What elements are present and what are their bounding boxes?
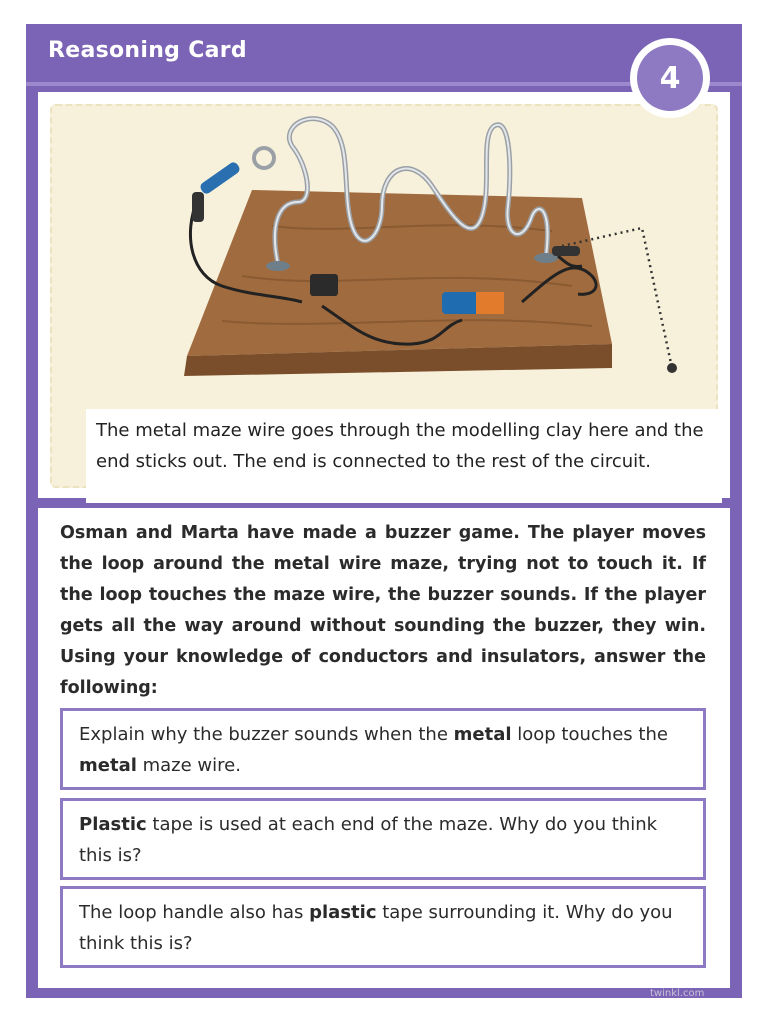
question-1-text-c: maze wire. (136, 755, 241, 776)
battery-terminal (476, 292, 504, 314)
crocodile-clip-left (192, 192, 204, 222)
wooden-board-top (187, 190, 612, 356)
card-number-badge (630, 38, 710, 118)
question-1-text-b: loop touches the (511, 724, 668, 745)
card-number: 4 (637, 45, 703, 111)
question-3 (60, 886, 706, 968)
crocodile-clip-right (552, 246, 580, 256)
question-2-bold-a: Plastic (79, 814, 147, 835)
question-3-bold-a: plastic (309, 902, 377, 923)
intro-paragraph: Osman and Marta have made a buzzer game. The player moves the loop around the metal wire maze, trying not to touch it. If the loop touches the maze wire, the buzzer sounds. If the player gets all the way around without sounding the buzzer, they win. Using your knowledge of conductors and insulators, answer the following: (60, 523, 706, 698)
question-2-text-a: tape is used at each end of the maze. Why do you think this is? (79, 814, 658, 866)
question-2 (60, 798, 706, 880)
callout-pointer-dot (667, 363, 677, 373)
question-3-text-a: The loop handle also has (79, 902, 310, 923)
metal-loop (254, 148, 274, 168)
question-1-text-a: Explain why the buzzer sounds when the (79, 724, 454, 745)
question-1 (60, 708, 706, 790)
reasoning-card (26, 24, 742, 998)
callout-text: The metal maze wire goes through the modelling clay here and the end sticks out. The end is connected to the rest of the circuit. (86, 409, 722, 503)
question-1-bold-b: metal (79, 755, 137, 776)
buzzer (310, 274, 338, 296)
question-3-text-b: tape surrounding it. Why do you think this is? (79, 902, 673, 954)
footer-watermark: twinkl.com (650, 988, 705, 999)
plastic-tape-handle (199, 160, 242, 195)
card-title: Reasoning Card (48, 38, 247, 63)
question-1-bold-a: metal (453, 724, 512, 745)
buzzer-game-illustration (50, 104, 718, 488)
clay-base-left (266, 261, 290, 271)
question-panel (38, 508, 730, 988)
image-panel (38, 92, 730, 498)
